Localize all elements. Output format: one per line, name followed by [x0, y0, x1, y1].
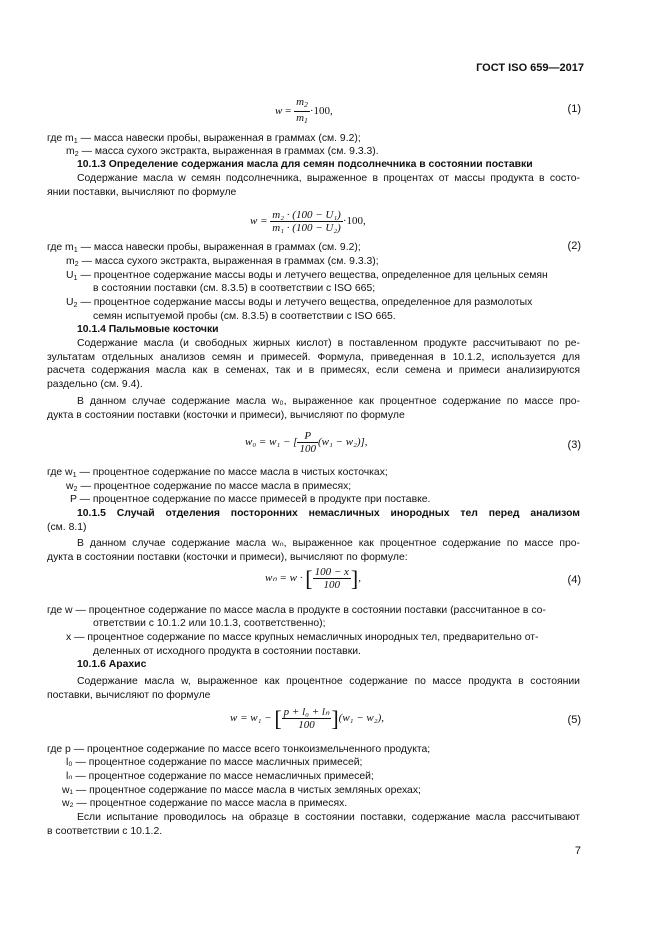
legend-line: семян испытуемой пробы (см. 8.3.5) в соответствии с ISO 665.	[93, 311, 396, 322]
legend-m2: $m_2$ — масса сухого экстракта, выраженная в граммах (см. 9.3.3).	[66, 146, 379, 158]
paragraph-line: (см. 8.1)	[47, 522, 87, 533]
formula-2-number: (2)	[567, 240, 581, 252]
page-number: 7	[574, 845, 581, 857]
section-10-1-6: 10.1.6 Арахис	[77, 659, 147, 670]
paragraph-line: дукта в состоянии поставки (косточки и примеси), вычисляют по формуле:	[47, 552, 408, 563]
legend-line: где p — процентное содержание по массе всего тонкоизмельченного продукта;	[47, 744, 431, 755]
formula-1-fraction: $\frac{m_2}{m_1}$	[296, 96, 308, 125]
paragraph-line: янии поставки, вычисляют по формуле	[47, 187, 237, 198]
legend-line: w₁ — процентное содержание по массе масла в чистых земляных орехах;	[62, 785, 421, 796]
paragraph-line: раздельно (см. 9.4).	[47, 379, 143, 390]
formula-3-number: (3)	[567, 439, 581, 451]
legend-line: $U_1$ — процентное содержание массы воды и летучего вещества, определенное для цельных семян	[66, 270, 548, 282]
formula-1-number: (1)	[567, 103, 581, 115]
paragraph-line: Содержание масла (и свободных жирных кислот) в поставленном продукте рассчитывают по ре-	[77, 338, 580, 349]
formula-4-number: (4)	[567, 574, 581, 586]
section-10-1-5: 10.1.5 Случай отделения посторонних немасличных инородных тел перед анализом	[77, 508, 580, 519]
legend-line: где w — процентное содержание по массе масла в продукте в состоянии поставки (рассчитанное в со-	[47, 605, 546, 616]
paragraph-line: В данном случае содержание масла wₙ, выраженное как процентное содержание по массе про-	[77, 538, 580, 549]
paragraph-line: расчета содержания масла как в семенах, так и в примесях, если семена и примеси анализируются	[47, 365, 580, 376]
paragraph-line: В данном случае содержание масла w₀, выраженное как процентное содержание по массе про-	[77, 396, 580, 407]
legend-line: l₀ — процентное содержание по массе масличных примесей;	[66, 757, 363, 768]
paragraph-line: поставки, вычисляют по формуле	[47, 690, 211, 701]
paragraph-line: Содержание масла w, выраженное как процентное содержание по массе продукта в состоянии	[77, 676, 580, 687]
document-header: ГОСТ ISO 659—2017	[476, 62, 584, 74]
legend-line: w₂ — процентное содержание по массе масла в примесях.	[62, 798, 348, 809]
section-10-1-3: 10.1.3 Определение содержания масла для семян подсолнечника в состоянии поставки	[77, 159, 533, 170]
legend-line: x — процентное содержание по массе крупных немасличных инородных тел, предварительно от-	[66, 632, 539, 643]
section-10-1-4: 10.1.4 Пальмовые косточки	[77, 324, 219, 335]
legend-line: $U_2$ — процентное содержание массы воды и летучего вещества, определенное для размолотых	[66, 297, 533, 309]
legend-line: ответствии с 10.1.2 или 10.1.3, соответственно);	[93, 618, 326, 629]
legend-line: где $m_1$ — масса навески пробы, выраженная в граммах (см. 9.2);	[47, 242, 361, 254]
paragraph-line: зультатам отдельных анализов семян и примесей. Формула, приведенная в 10.1.2, используется для	[47, 352, 580, 363]
paragraph-line: в соответствии с 10.1.2.	[47, 826, 163, 837]
legend-line: lₙ — процентное содержание по массе немасличных примесей;	[66, 771, 374, 782]
legend-line: $m_2$ — масса сухого экстракта, выраженная в граммах (см. 9.3.3);	[66, 256, 379, 268]
paragraph-line: Содержание масла w семян подсолнечника, выраженное в процентах от массы продукта в состо-	[77, 173, 580, 184]
legend-line: деленных от исходного продукта в состоянии поставки.	[93, 646, 361, 657]
paragraph-line: дукта в состоянии поставки (косточки и примеси), вычисляют по формуле	[47, 410, 405, 421]
legend-line: где $w_1$ — процентное содержание по массе масла в чистых косточках;	[47, 467, 388, 479]
paragraph-line: Если испытание проводилось на образце в состоянии поставки, содержание масла рассчитывают	[77, 812, 580, 823]
legend-m1: где $m_1$ — масса навески пробы, выраженная в граммах (см. 9.2);	[47, 133, 361, 145]
legend-line: P — процентное содержание по массе примесей в продукте при поставке.	[70, 494, 431, 505]
legend-line: $w_2$ — процентное содержание по массе масла в примесях;	[66, 481, 352, 493]
formula-5-number: (5)	[567, 714, 581, 726]
legend-line: в состоянии поставки (см. 8.3.5) в соответствии с ISO 665;	[93, 283, 376, 294]
